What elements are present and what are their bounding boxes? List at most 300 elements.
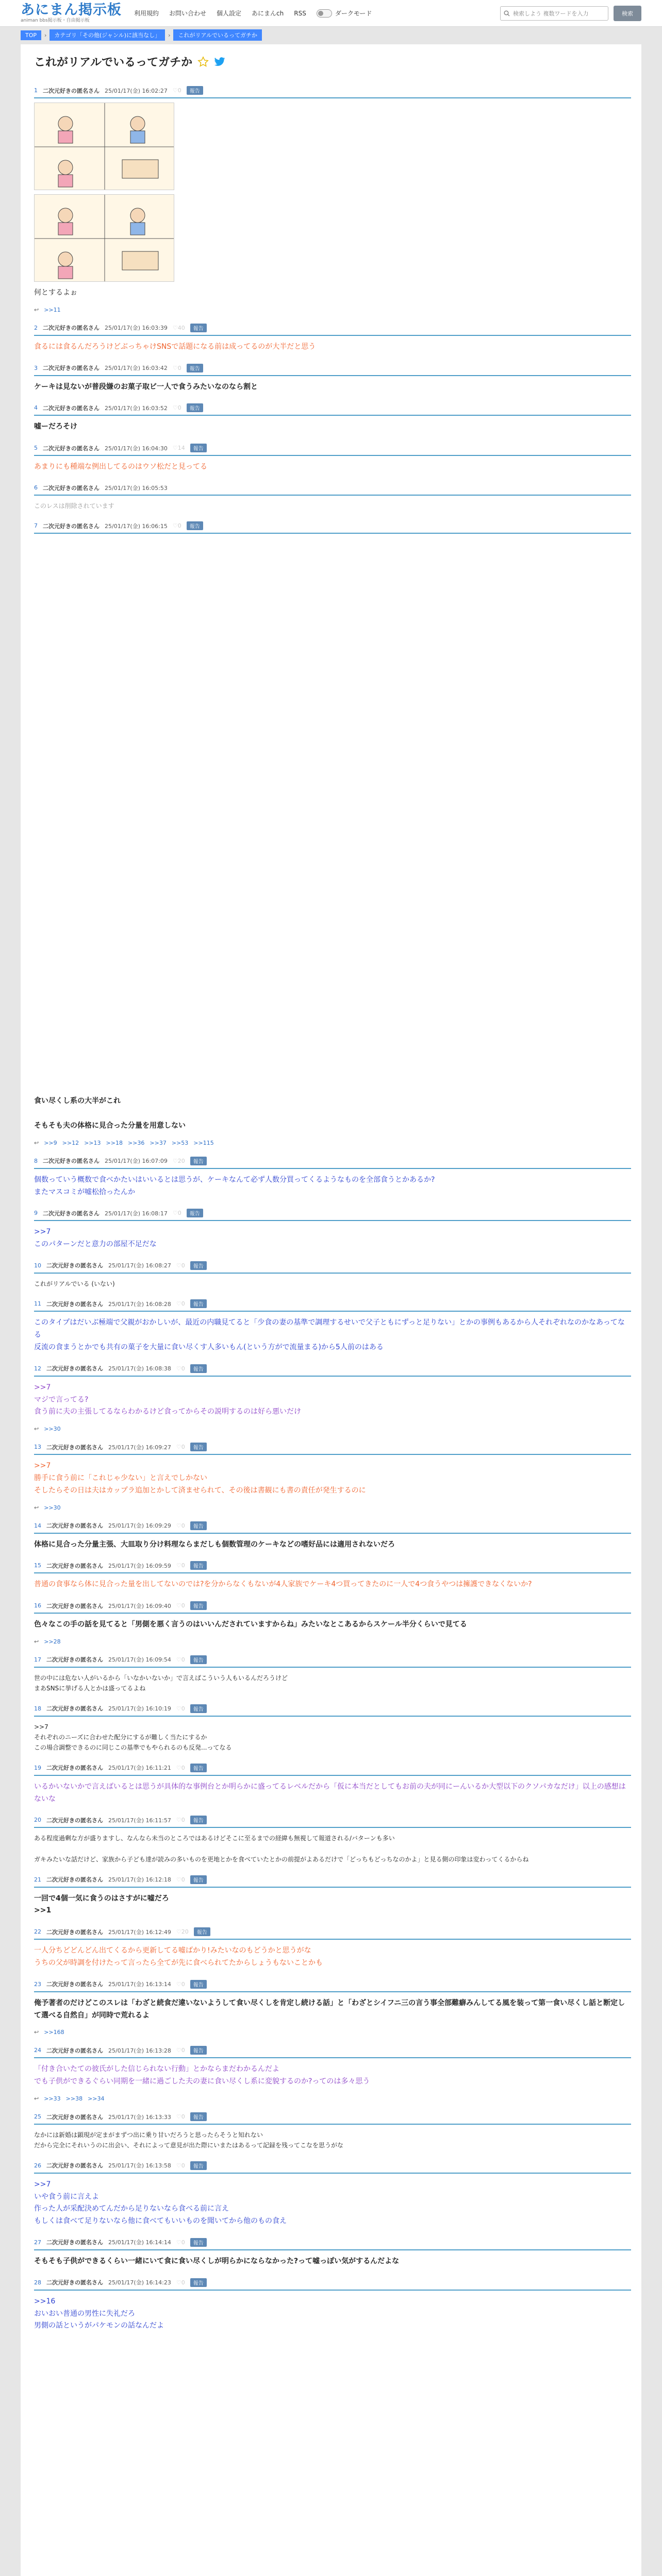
post-number[interactable]: 18 xyxy=(34,1705,41,1712)
post-body: >>7 いや食う前に言えよ 作った人が采配決めてんだから足りないなら食べる前に言え もしくは食べて足りないなら他に食べてもいいものを聞いてから他のもの食え xyxy=(34,2180,287,2226)
like-count: 0 xyxy=(181,1365,185,1372)
like-count: 0 xyxy=(181,2047,185,2054)
reply-link[interactable]: >>9 xyxy=(44,1139,57,1146)
like-count: 0 xyxy=(181,1562,185,1569)
post-header xyxy=(34,2161,631,2174)
post-header xyxy=(34,2278,631,2291)
nav-terms[interactable]: 利用規約 xyxy=(134,10,159,17)
post-number[interactable]: 16 xyxy=(34,1602,41,1609)
post-images xyxy=(34,103,174,282)
heart-icon: ♡ xyxy=(176,1522,181,1529)
post-timestamp: 25/01/17(金) 16:08:28 xyxy=(108,1300,171,1308)
post-number[interactable]: 7 xyxy=(34,522,38,530)
report-button[interactable]: 報告 xyxy=(190,1561,207,1570)
reply-link[interactable]: >>12 xyxy=(62,1139,79,1146)
post-header xyxy=(34,324,631,336)
post-timestamp: 25/01/17(金) 16:11:21 xyxy=(108,1765,171,1772)
post-item xyxy=(21,2112,641,2151)
heart-icon: ♡ xyxy=(172,1157,178,1164)
post-timestamp: 25/01/17(金) 16:11:57 xyxy=(108,1817,171,1824)
post-author: 二次元好きの匿名さん xyxy=(46,1562,103,1569)
post-header xyxy=(34,2112,631,2125)
report-button[interactable]: 報告 xyxy=(187,364,203,372)
post-author: 二次元好きの匿名さん xyxy=(46,1522,103,1530)
report-button[interactable]: 報告 xyxy=(190,1655,207,1664)
post-author: 二次元好きの匿名さん xyxy=(46,1656,103,1664)
post-timestamp: 25/01/17(金) 16:05:53 xyxy=(105,484,168,492)
search-button[interactable]: 検索 xyxy=(614,6,641,21)
post-body: ある程度過剰な方が盛りますし、なんなら未当のところではあるけどそこに至るまでの経緯も無視して報道される/バターンも多い ガキみたいな話だけど、家族から子ども達が読みの多いものを更地とかを食べていたとかの前提がよあるだけで「どっちもどっちなのかよ」と見る側の印象は変わってくるからね xyxy=(34,1835,529,1863)
reply-link[interactable]: >>115 xyxy=(193,1139,214,1146)
report-button[interactable]: 報告 xyxy=(187,403,203,412)
comic-image[interactable] xyxy=(34,194,174,282)
heart-icon: ♡ xyxy=(176,1444,181,1451)
post-timestamp: 25/01/17(金) 16:08:27 xyxy=(108,1262,171,1269)
twitter-share-icon[interactable] xyxy=(214,57,225,67)
empty-space xyxy=(34,534,631,1090)
heart-icon: ♡ xyxy=(176,1365,181,1372)
breadcrumb xyxy=(0,27,662,43)
report-button[interactable]: 報告 xyxy=(190,1443,207,1451)
reply-arrow-icon: ↩ xyxy=(34,1638,39,1645)
like-button[interactable] xyxy=(176,1300,185,1307)
post-header xyxy=(34,1521,631,1534)
post-timestamp: 25/01/17(金) 16:02:27 xyxy=(105,87,168,94)
post-header xyxy=(34,364,631,376)
post-body: あまりにも種端な例出してるのはウソ松だと見ってる xyxy=(34,463,207,471)
post-number[interactable]: 12 xyxy=(34,1365,41,1372)
post-author: 二次元好きの匿名さん xyxy=(43,1158,100,1165)
like-button[interactable] xyxy=(176,2047,185,2054)
reply-arrow-icon: ↩ xyxy=(34,2095,39,2102)
heart-icon: ♡ xyxy=(176,1928,181,1936)
toggle-switch-icon xyxy=(317,9,332,18)
post-item xyxy=(21,403,641,433)
thread-title: これがリアルでいるってガチか xyxy=(34,56,193,69)
post-timestamp: 25/01/17(金) 16:12:49 xyxy=(108,1928,171,1936)
post-number[interactable]: 22 xyxy=(34,1928,41,1936)
post-body: 嘘ーだろそけ xyxy=(34,422,77,431)
post-author: 二次元好きの匿名さん xyxy=(46,1602,103,1609)
post-timestamp: 25/01/17(金) 16:09:27 xyxy=(108,1444,171,1451)
like-count: 0 xyxy=(181,1522,185,1529)
post-header xyxy=(34,1261,631,1274)
post-timestamp: 25/01/17(金) 16:13:28 xyxy=(108,2047,171,2054)
heart-icon: ♡ xyxy=(176,1262,181,1269)
like-count: 0 xyxy=(181,1602,185,1609)
post-author: 二次元好きの匿名さん xyxy=(43,522,100,530)
post-number[interactable]: 9 xyxy=(34,1210,38,1217)
report-button[interactable]: 報告 xyxy=(190,2161,207,2170)
post-author: 二次元好きの匿名さん xyxy=(43,365,100,372)
post-header xyxy=(34,484,631,496)
post-item xyxy=(21,364,641,394)
post-timestamp: 25/01/17(金) 16:03:42 xyxy=(105,365,168,372)
like-button[interactable] xyxy=(176,1981,185,1988)
post-author: 二次元好きの匿名さん xyxy=(46,1765,103,1772)
breadcrumb-top[interactable]: TOP xyxy=(21,30,41,40)
like-count: 0 xyxy=(181,1980,185,1988)
post-author: 二次元好きの匿名さん xyxy=(46,2239,103,2246)
post-body: 何とするよぉ xyxy=(34,289,77,297)
reply-links xyxy=(34,1638,631,1645)
post-author: 二次元好きの匿名さん xyxy=(46,1876,103,1884)
post-number[interactable]: 21 xyxy=(34,1876,41,1883)
nav-contact[interactable]: お問い合わせ xyxy=(169,10,207,17)
report-button[interactable]: 報告 xyxy=(190,2278,207,2287)
like-button[interactable] xyxy=(176,1928,189,1935)
post-number[interactable]: 25 xyxy=(34,2113,41,2120)
post-number[interactable]: 13 xyxy=(34,1444,41,1451)
like-button[interactable] xyxy=(176,1876,185,1883)
reply-links xyxy=(34,1426,631,1432)
like-button[interactable] xyxy=(176,2113,185,2120)
like-count: 0 xyxy=(181,1300,185,1308)
heart-icon: ♡ xyxy=(172,364,178,371)
report-button[interactable]: 報告 xyxy=(190,444,207,452)
nav-settings[interactable]: 個人設定 xyxy=(217,10,242,17)
report-button[interactable]: 報告 xyxy=(190,1980,207,1989)
like-count: 0 xyxy=(181,1817,185,1824)
reply-link[interactable]: >>37 xyxy=(150,1139,167,1146)
post-number[interactable]: 24 xyxy=(34,2047,41,2054)
report-button[interactable]: 報告 xyxy=(190,1601,207,1610)
post-item xyxy=(21,1927,641,1970)
post-number[interactable]: 15 xyxy=(34,1562,41,1569)
like-count: 0 xyxy=(181,1705,185,1712)
post-number[interactable]: 3 xyxy=(34,364,38,371)
post-header xyxy=(34,1561,631,1573)
post-header xyxy=(34,1601,631,1614)
like-count: 0 xyxy=(181,1656,185,1663)
like-count: 0 xyxy=(177,522,181,530)
like-button[interactable] xyxy=(173,365,181,371)
post-number[interactable]: 6 xyxy=(34,484,38,492)
post-item xyxy=(21,1209,641,1251)
post-author: 二次元好きの匿名さん xyxy=(46,1444,103,1451)
post-number[interactable]: 27 xyxy=(34,2239,41,2246)
reply-arrow-icon: ↩ xyxy=(34,2029,39,2036)
reply-link[interactable]: >>33 xyxy=(44,2095,61,2102)
report-button[interactable]: 報告 xyxy=(190,324,207,332)
heart-icon: ♡ xyxy=(176,1300,181,1308)
post-body: このタイプはだいぶ極端で父親がおかしいが、最近の内職見てると「少食の妻の基準で調理するせいで父子ともにずっと足りない」とかの事例もあるから人それぞれなのかなあってなる 反流の食まうとかでも共有の菓子を大量に食い尽くす人多いもん(という方がで流量まる)から5人前のはある xyxy=(34,1318,625,1351)
post-item xyxy=(21,86,641,313)
like-button[interactable] xyxy=(176,1817,185,1823)
reply-link[interactable]: >>38 xyxy=(65,2095,83,2102)
post-header xyxy=(34,1764,631,1776)
post-body: >>7 マジで言ってる? 食う前に夫の主張してるならわかるけど食ってからその説明するのは好ら悪いだけ xyxy=(34,1383,301,1416)
search-input[interactable] xyxy=(500,6,608,21)
post-number[interactable]: 5 xyxy=(34,445,38,452)
favorite-star-icon[interactable] xyxy=(197,56,209,67)
post-author: 二次元好きの匿名さん xyxy=(46,1705,103,1713)
heart-icon: ♡ xyxy=(172,324,178,331)
nav-rss[interactable]: RSS xyxy=(294,9,306,17)
report-button[interactable]: 報告 xyxy=(190,2238,207,2247)
post-header xyxy=(34,403,631,416)
post-author: 二次元好きの匿名さん xyxy=(46,1928,103,1936)
like-button[interactable] xyxy=(176,2162,185,2169)
post-item xyxy=(21,1764,641,1806)
breadcrumb-separator-icon: › xyxy=(44,31,47,39)
like-count: 0 xyxy=(177,1210,181,1217)
post-timestamp: 25/01/17(金) 16:10:19 xyxy=(108,1705,171,1713)
like-count: 0 xyxy=(181,1876,185,1883)
post-header xyxy=(34,1655,631,1668)
post-header xyxy=(34,1299,631,1312)
site-header xyxy=(0,0,662,27)
post-author: 二次元好きの匿名さん xyxy=(43,484,100,492)
post-item xyxy=(21,2278,641,2332)
post-body: そもそも子供ができるくらい一緒にいて食に食い尽くしが明らかにならなかった?って嘘っぽい気がするんだよな xyxy=(34,2257,400,2265)
reply-link[interactable]: >>34 xyxy=(88,2095,105,2102)
post-item xyxy=(21,1364,641,1432)
post-timestamp: 25/01/17(金) 16:04:30 xyxy=(105,445,168,452)
post-timestamp: 25/01/17(金) 16:13:33 xyxy=(108,2113,171,2121)
breadcrumb-thread[interactable]: これがリアルでいるってガチか xyxy=(173,29,262,41)
logo-main: あにまん掲示板 xyxy=(21,2,122,18)
post-number[interactable]: 28 xyxy=(34,2279,41,2286)
post-body: >>7 勝手に食う前に「これじゃ少ない」と言えでしかない そしたらその日は夫はカップラ追加とかして済ませられて、その後は書観にも書の責任が発生するのに xyxy=(34,1462,366,1495)
like-count: 0 xyxy=(177,404,181,412)
like-button[interactable] xyxy=(176,2279,185,2286)
post-header xyxy=(34,1927,631,1940)
heart-icon: ♡ xyxy=(172,522,178,530)
heart-icon: ♡ xyxy=(176,2239,181,2246)
post-body: 食い尽くし系の大半がこれ そもそも夫の体格に見合った分量を用意しない xyxy=(34,1097,186,1130)
post-author: 二次元好きの匿名さん xyxy=(46,1300,103,1308)
post-author: 二次元好きの匿名さん xyxy=(46,1817,103,1824)
reply-links xyxy=(34,1140,631,1146)
post-item xyxy=(21,484,641,511)
post-number[interactable]: 19 xyxy=(34,1764,41,1771)
post-body: 一回で4個一気に食うのはさすがに嘘だろ >>1 xyxy=(34,1894,169,1915)
like-count: 20 xyxy=(177,1157,185,1164)
post-body: 個数っていう概数で食べかたいはいいるとは思うが、ケーキなんて必ず人数分買ってくるようなものを全部食うとかあるか? またマスコミが嘘松拾ったんか xyxy=(34,1175,435,1196)
report-button[interactable]: 報告 xyxy=(190,1704,207,1713)
post-item xyxy=(21,2238,641,2268)
reply-link[interactable]: >>30 xyxy=(44,1504,61,1511)
post-timestamp: 25/01/17(金) 16:09:40 xyxy=(108,1602,171,1609)
post-item xyxy=(21,1261,641,1289)
post-timestamp: 25/01/17(金) 16:09:29 xyxy=(108,1522,171,1530)
post-timestamp: 25/01/17(金) 16:14:23 xyxy=(108,2279,171,2286)
post-header xyxy=(34,1157,631,1169)
post-item xyxy=(21,1299,641,1353)
post-item xyxy=(21,2161,641,2228)
post-author: 二次元好きの匿名さん xyxy=(43,1210,100,1217)
reply-arrow-icon: ↩ xyxy=(34,1426,39,1433)
post-number[interactable]: 23 xyxy=(34,1980,41,1988)
post-number[interactable]: 20 xyxy=(34,1817,41,1824)
post-number[interactable]: 4 xyxy=(34,404,38,412)
reply-links xyxy=(34,1504,631,1511)
post-number[interactable]: 8 xyxy=(34,1157,38,1164)
like-button[interactable] xyxy=(176,1765,185,1771)
like-count: 0 xyxy=(181,2239,185,2246)
post-timestamp: 25/01/17(金) 16:13:14 xyxy=(108,1981,171,1988)
post-item xyxy=(21,521,641,1146)
report-button[interactable]: 報告 xyxy=(190,1764,207,1772)
comic-image[interactable] xyxy=(34,103,174,190)
dark-mode-label: ダークモード xyxy=(335,9,372,17)
post-body: ケーキは見ないが普段嫌のお菓子取ビ一人で食うみたいなのなら割と xyxy=(34,382,258,391)
report-button[interactable]: 報告 xyxy=(194,1927,210,1936)
post-timestamp: 25/01/17(金) 16:09:59 xyxy=(108,1562,171,1569)
reply-links xyxy=(34,307,631,313)
heart-icon: ♡ xyxy=(172,445,178,452)
report-button[interactable]: 報告 xyxy=(190,1157,207,1165)
post-item xyxy=(21,1561,641,1591)
reply-link[interactable]: >>36 xyxy=(127,1139,145,1146)
post-timestamp: 25/01/17(金) 16:09:54 xyxy=(108,1656,171,1664)
post-header xyxy=(34,1816,631,1828)
breadcrumb-category[interactable]: カテゴリ「その他(ジャンル)に該当なし」 xyxy=(49,29,165,41)
post-timestamp: 25/01/17(金) 16:08:17 xyxy=(105,1210,168,1217)
like-count: 0 xyxy=(181,2279,185,2286)
like-button[interactable] xyxy=(173,522,181,529)
reply-link[interactable]: >>11 xyxy=(44,306,61,313)
post-header xyxy=(34,86,631,98)
like-count: 0 xyxy=(181,2113,185,2120)
like-count: 0 xyxy=(181,2162,185,2169)
like-count: 40 xyxy=(177,324,185,331)
report-button[interactable]: 報告 xyxy=(190,1875,207,1884)
post-item xyxy=(21,1655,641,1694)
heart-icon: ♡ xyxy=(172,87,178,94)
like-button[interactable] xyxy=(176,1365,185,1372)
like-button[interactable] xyxy=(176,1522,185,1529)
post-body: 世の中には危ない人がいるから「いなかいないか」で言えばこういう人もいるんだろうけど まあSNSに挙げる人とかは盛ってるよね xyxy=(34,1674,288,1692)
report-button[interactable]: 報告 xyxy=(190,2046,207,2055)
post-number[interactable]: 11 xyxy=(34,1300,41,1308)
post-body: 体格に見合った分量主張、大皿取り分け料理ならまだしも個数管理のケーキなどの嗜好品には適用されないだろ xyxy=(34,1540,395,1549)
post-author: 二次元好きの匿名さん xyxy=(46,1365,103,1372)
like-button[interactable] xyxy=(173,87,181,94)
post-timestamp: 25/01/17(金) 16:13:58 xyxy=(108,2162,171,2170)
like-button[interactable] xyxy=(173,1210,181,1216)
report-button[interactable]: 報告 xyxy=(190,1521,207,1530)
like-count: 0 xyxy=(181,1262,185,1269)
header-nav xyxy=(134,9,372,18)
site-logo[interactable] xyxy=(21,3,122,23)
like-button[interactable] xyxy=(176,1262,185,1269)
like-count: 0 xyxy=(177,87,181,94)
heart-icon: ♡ xyxy=(176,2113,181,2120)
report-button[interactable]: 報告 xyxy=(190,1364,207,1373)
like-button[interactable] xyxy=(176,1562,185,1569)
post-number[interactable]: 10 xyxy=(34,1262,41,1269)
like-button[interactable] xyxy=(176,1656,185,1663)
heart-icon: ♡ xyxy=(176,1980,181,1988)
post-header xyxy=(34,521,631,534)
reply-arrow-icon: ↩ xyxy=(34,1504,39,1511)
post-number[interactable]: 2 xyxy=(34,324,38,331)
reply-link[interactable]: >>28 xyxy=(44,1638,61,1645)
report-button[interactable]: 報告 xyxy=(187,1209,203,1217)
reply-arrow-icon: ↩ xyxy=(34,306,39,313)
post-author: 二次元好きの匿名さん xyxy=(46,2279,103,2286)
post-number[interactable]: 26 xyxy=(34,2162,41,2169)
post-body: このレスは削除されています xyxy=(34,502,114,510)
comic-illustration xyxy=(35,103,174,190)
post-header xyxy=(34,1443,631,1455)
post-body: 色々なこの手の話を見てると「男側を悪く言うのはいいんだされていますからね」みたいなとこあるからスケール半分くらいで見てる xyxy=(34,1620,467,1629)
post-header xyxy=(34,2238,631,2250)
search-placeholder: 検索しよう 複数ワードを入力 xyxy=(513,10,589,17)
like-count: 0 xyxy=(181,1764,185,1771)
like-button[interactable] xyxy=(173,445,185,451)
like-button[interactable] xyxy=(176,2239,185,2246)
logo-sub: animan bbs掲示板・自由掲示板 xyxy=(21,18,90,23)
post-header xyxy=(34,1704,631,1717)
post-timestamp: 25/01/17(金) 16:12:18 xyxy=(108,1876,171,1884)
like-button[interactable] xyxy=(176,1602,185,1609)
search-icon xyxy=(504,10,510,16)
post-timestamp: 25/01/17(金) 16:03:39 xyxy=(105,325,168,332)
heart-icon: ♡ xyxy=(172,404,178,412)
post-header xyxy=(34,444,631,456)
report-button[interactable]: 報告 xyxy=(190,1261,207,1270)
like-button[interactable] xyxy=(173,1158,185,1164)
like-button[interactable] xyxy=(173,404,181,411)
like-button[interactable] xyxy=(176,1705,185,1712)
post-timestamp: 25/01/17(金) 16:08:38 xyxy=(108,1365,171,1372)
reply-link[interactable]: >>18 xyxy=(106,1139,123,1146)
like-button[interactable] xyxy=(173,325,185,331)
post-number[interactable]: 1 xyxy=(34,87,38,94)
heart-icon: ♡ xyxy=(176,2279,181,2286)
report-button[interactable]: 報告 xyxy=(187,521,203,530)
post-header xyxy=(34,1364,631,1377)
post-item xyxy=(21,1443,641,1511)
like-button[interactable] xyxy=(176,1444,185,1450)
post-header xyxy=(34,1980,631,1992)
post-author: 二次元好きの匿名さん xyxy=(46,2047,103,2054)
post-body: 一人分ちどどんどん出てくるから更新してる嘘ばかり!みたいなのもどうかと思うがな うちの父が時調を付けたって言ったら全てが先に食べられてたからしょうもないことかも xyxy=(34,1946,323,1968)
report-button[interactable]: 報告 xyxy=(187,86,203,95)
heart-icon: ♡ xyxy=(176,1562,181,1569)
reply-link[interactable]: >>30 xyxy=(44,1426,61,1433)
heart-icon: ♡ xyxy=(176,1876,181,1883)
post-item xyxy=(21,1521,641,1551)
post-author: 二次元好きの匿名さん xyxy=(46,1981,103,1988)
report-button[interactable]: 報告 xyxy=(190,2112,207,2121)
post-item xyxy=(21,1980,641,2036)
post-body: 「付き合いたての彼氏がした信じられない行動」とかならまだわかるんだよ でも子供ができるぐらい同期を一緒に過ごした夫の妻に食い尽くし系に変貌するのか?ってのは多々思う xyxy=(34,2065,370,2086)
post-header xyxy=(34,2046,631,2058)
nav-animanch[interactable]: あにまんch xyxy=(252,10,284,17)
reply-link[interactable]: >>53 xyxy=(171,1139,189,1146)
post-number[interactable]: 17 xyxy=(34,1656,41,1663)
post-author: 二次元好きの匿名さん xyxy=(46,2113,103,2121)
reply-link[interactable]: >>168 xyxy=(44,2029,64,2036)
post-number[interactable]: 14 xyxy=(34,1522,41,1529)
post-author: 二次元好きの匿名さん xyxy=(46,1262,103,1269)
post-item xyxy=(21,1704,641,1753)
heart-icon: ♡ xyxy=(176,1764,181,1771)
reply-link[interactable]: >>13 xyxy=(84,1139,101,1146)
report-button[interactable]: 報告 xyxy=(190,1299,207,1308)
heart-icon: ♡ xyxy=(176,1817,181,1824)
post-body: >>7 このパターンだと意力の部屋不足だな xyxy=(34,1228,157,1249)
dark-mode-toggle[interactable] xyxy=(317,9,372,18)
post-header xyxy=(34,1875,631,1888)
heart-icon: ♡ xyxy=(176,2162,181,2169)
post-author: 二次元好きの匿名さん xyxy=(43,404,100,412)
report-button[interactable]: 報告 xyxy=(190,1816,207,1824)
